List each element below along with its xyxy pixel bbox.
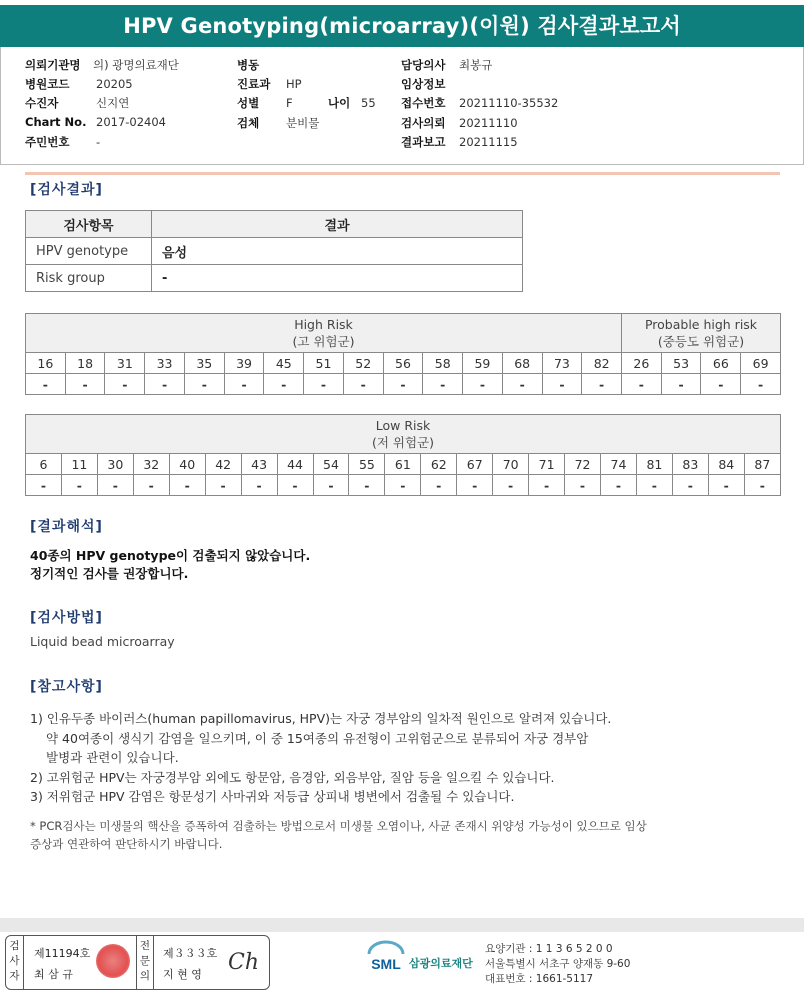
genotype-cell: 67 — [457, 454, 493, 475]
header-row — [25, 95, 129, 111]
genotype-cell: 51 — [304, 353, 344, 374]
note-line: 3) 저위험군 HPV 감염은 항문성기 사마귀와 저등급 상피내 병변에서 검출될 수 있습니다. — [30, 789, 515, 804]
header-value: 20205 — [96, 77, 133, 91]
high-risk-label: High Risk — [294, 317, 353, 332]
high-risk-genotype-table — [25, 313, 781, 395]
genotype-result-cell: - — [224, 374, 264, 395]
genotype-cell: 81 — [636, 454, 672, 475]
genotype-result-cell: - — [383, 374, 423, 395]
genotype-cell: 45 — [264, 353, 304, 374]
age-value: 55 — [361, 96, 376, 110]
genotype-cell: 70 — [493, 454, 529, 475]
genotype-result-cell: - — [26, 374, 66, 395]
examiner-label: 검사자 — [6, 936, 24, 989]
footnote-line: 증상과 연관하여 판단하시기 바랍니다. — [30, 837, 223, 851]
high-risk-group — [26, 314, 622, 353]
table-header-row — [26, 211, 523, 238]
probable-risk-group — [622, 314, 781, 353]
genotype-cell: 87 — [744, 454, 780, 475]
header-value: 20211110-35532 — [459, 96, 559, 110]
signature-box — [5, 935, 270, 990]
header-label: 주민번호 — [25, 135, 70, 149]
foundation-contact — [485, 942, 630, 987]
interpretation-line: 40종의 HPV genotype이 검출되지 않았습니다. — [30, 548, 311, 563]
header-row — [401, 115, 518, 131]
genotype-result-cell: - — [97, 475, 133, 496]
genotype-cell: 61 — [385, 454, 421, 475]
header-row — [25, 115, 166, 129]
genotype-cell: 71 — [529, 454, 565, 475]
genotype-result-cell: - — [343, 374, 383, 395]
genotype-result-cell: - — [529, 475, 565, 496]
header-row — [237, 57, 286, 73]
header-value: - — [96, 135, 101, 149]
genotype-result-cell: - — [26, 475, 62, 496]
header-label: 검체 — [237, 116, 260, 130]
header-row — [401, 134, 518, 150]
table-row — [26, 265, 523, 292]
genotype-cell: 6 — [26, 454, 62, 475]
genotype-cell: 30 — [97, 454, 133, 475]
genotype-cell: 56 — [383, 353, 423, 374]
low-risk-group — [26, 415, 781, 454]
genotype-cell: 18 — [65, 353, 105, 374]
genotype-result-cell: - — [105, 374, 145, 395]
genotype-result-cell: - — [622, 374, 662, 395]
interpretation-section-title: [결과해석] — [30, 519, 103, 535]
group-header-row — [26, 415, 781, 454]
genotype-result-cell: - — [582, 374, 622, 395]
genotype-cell: 32 — [133, 454, 169, 475]
header-label: Chart No. — [25, 115, 87, 129]
genotype-result-cell: - — [145, 374, 185, 395]
header-label: 임상정보 — [401, 77, 446, 91]
genotype-result-cell: - — [542, 374, 582, 395]
header-label: 성별 — [237, 96, 260, 110]
result-item: HPV genotype — [26, 238, 152, 265]
genotype-cell: 66 — [701, 353, 741, 374]
note-line: 약 40여종이 생식기 감염을 일으키며, 이 중 15여종의 유전형이 고위험군으로 분류되어 자궁 경부암 — [46, 730, 589, 746]
low-risk-genotype-table — [25, 414, 781, 496]
genotype-result-cell: - — [672, 475, 708, 496]
header-row — [237, 95, 376, 111]
header-label: 진료과 — [237, 77, 271, 91]
genotype-cell: 31 — [105, 353, 145, 374]
genotype-cell: 84 — [708, 454, 744, 475]
genotype-result-cell: - — [304, 374, 344, 395]
genotype-result-cell: - — [565, 475, 601, 496]
header-row — [237, 115, 319, 131]
genotype-cell: 35 — [184, 353, 224, 374]
probable-risk-label: Probable high risk — [644, 317, 758, 332]
examiner-name: 최 삼 규 — [34, 968, 73, 981]
genotype-cell: 39 — [224, 353, 264, 374]
header-value: 20211115 — [459, 135, 518, 149]
specialist-license: 제３３３호 — [163, 947, 218, 960]
genotype-result-cell: - — [636, 475, 672, 496]
genotype-cell: 55 — [349, 454, 385, 475]
examiner-license: 제11194호 — [34, 947, 91, 960]
result-value: - — [152, 265, 523, 292]
genotype-result-cell: - — [421, 475, 457, 496]
header-label: 병원코드 — [25, 77, 70, 91]
header-label: 수진자 — [25, 96, 59, 110]
genotype-result-cell: - — [133, 475, 169, 496]
genotype-result-row — [26, 475, 781, 496]
header-row — [25, 134, 100, 150]
contact-line: 대표번호 : 1661-5117 — [485, 973, 594, 985]
header-label: 의뢰기관명 — [25, 58, 81, 72]
contact-line: 요양기관 : 1 1 3 6 5 2 0 0 — [485, 943, 613, 955]
header-value: 분비물 — [286, 116, 320, 130]
genotype-result-cell: - — [457, 475, 493, 496]
header-row — [401, 95, 558, 111]
genotype-cell: 52 — [343, 353, 383, 374]
age-label: 나이 — [328, 96, 351, 110]
probable-risk-sublabel: (중등도 위험군) — [657, 334, 745, 349]
genotype-result-row — [26, 374, 781, 395]
genotype-result-cell: - — [277, 475, 313, 496]
note-line: 1) 인유두종 바이러스(human papillomavirus, HPV)는 자궁 경부암의 일차적 원인으로 알려져 있습니다. — [30, 711, 612, 726]
genotype-cell: 69 — [741, 353, 781, 374]
genotype-result-cell: - — [423, 374, 463, 395]
genotype-result-cell: - — [601, 475, 637, 496]
genotype-cell: 73 — [542, 353, 582, 374]
header-row — [237, 76, 302, 92]
genotype-result-cell: - — [184, 374, 224, 395]
interpretation-text — [30, 547, 310, 583]
genotype-result-cell: - — [169, 475, 205, 496]
genotype-result-cell: - — [708, 475, 744, 496]
genotype-row — [26, 454, 781, 475]
result-summary-table — [25, 210, 523, 292]
method-text: Liquid bead microarray — [30, 634, 175, 649]
specialist-label: 전문의 — [136, 936, 154, 989]
genotype-cell: 62 — [421, 454, 457, 475]
genotype-cell: 54 — [313, 454, 349, 475]
genotype-cell: 53 — [661, 353, 701, 374]
header-row — [25, 57, 179, 73]
footer-band — [0, 918, 804, 932]
header-label: 담당의사 — [401, 58, 446, 72]
header-row — [401, 57, 492, 73]
patient-info-header — [0, 47, 804, 165]
genotype-result-cell: - — [205, 475, 241, 496]
genotype-cell: 72 — [565, 454, 601, 475]
genotype-result-cell: - — [744, 475, 780, 496]
interpretation-line: 정기적인 검사를 권장합니다. — [30, 566, 189, 581]
genotype-result-cell: - — [264, 374, 304, 395]
col-header-result: 결과 — [152, 211, 523, 238]
genotype-result-cell: - — [61, 475, 97, 496]
genotype-cell: 82 — [582, 353, 622, 374]
reference-notes — [30, 709, 611, 807]
genotype-cell: 40 — [169, 454, 205, 475]
genotype-cell: 43 — [241, 454, 277, 475]
low-risk-label: Low Risk — [375, 418, 431, 433]
header-label: 접수번호 — [401, 96, 446, 110]
foundation-name: 삼광의료재단 — [409, 957, 473, 970]
high-risk-sublabel: (고 위험군) — [292, 334, 355, 349]
genotype-cell: 74 — [601, 454, 637, 475]
result-item: Risk group — [26, 265, 152, 292]
genotype-result-cell: - — [313, 475, 349, 496]
genotype-cell: 42 — [205, 454, 241, 475]
header-value: F — [286, 96, 293, 110]
genotype-result-cell: - — [241, 475, 277, 496]
header-value: 신지연 — [96, 96, 130, 110]
header-value: 최봉규 — [459, 58, 493, 72]
genotype-cell: 16 — [26, 353, 66, 374]
result-section-title: [검사결과] — [30, 182, 103, 198]
genotype-cell: 68 — [502, 353, 542, 374]
genotype-cell: 44 — [277, 454, 313, 475]
header-value: 20211110 — [459, 116, 518, 130]
genotype-result-cell: - — [463, 374, 503, 395]
sml-logo-icon — [366, 940, 406, 974]
genotype-cell: 59 — [463, 353, 503, 374]
genotype-result-cell: - — [65, 374, 105, 395]
logo-short: SML — [371, 956, 401, 972]
header-row — [401, 76, 459, 92]
col-header-item: 검사항목 — [26, 211, 152, 238]
footnote-line: * PCR검사는 미생물의 핵산을 증폭하여 검출하는 방법으로서 미생물 오염이나, 사균 존재시 위양성 가능성이 있으므로 임상 — [30, 819, 647, 833]
signature-mark: Ch — [228, 950, 260, 975]
genotype-result-cell: - — [701, 374, 741, 395]
header-value: 의) 광명의료재단 — [93, 58, 179, 72]
method-section-title: [검사방법] — [30, 610, 103, 626]
header-label: 검사의뢰 — [401, 116, 446, 130]
genotype-cell: 11 — [61, 454, 97, 475]
group-header-row — [26, 314, 781, 353]
report-title: HPV Genotyping(microarray)(이원) 검사결과보고서 — [0, 5, 804, 47]
section-divider — [25, 172, 780, 175]
genotype-result-cell: - — [741, 374, 781, 395]
header-label: 병동 — [237, 58, 260, 72]
pcr-footnote — [30, 817, 647, 853]
result-value: 음성 — [152, 238, 523, 265]
header-value: HP — [286, 77, 302, 91]
note-line: 발병과 관련이 있습니다. — [46, 750, 179, 765]
genotype-result-cell: - — [349, 475, 385, 496]
header-row — [25, 76, 133, 92]
genotype-result-cell: - — [502, 374, 542, 395]
specialist-name: 지 현 영 — [163, 968, 202, 981]
genotype-row — [26, 353, 781, 374]
header-value: 2017-02404 — [96, 115, 166, 129]
seal-stamp-icon — [96, 944, 130, 978]
genotype-cell: 83 — [672, 454, 708, 475]
genotype-result-cell: - — [661, 374, 701, 395]
genotype-result-cell: - — [493, 475, 529, 496]
note-line: 2) 고위험군 HPV는 자궁경부암 외에도 항문암, 음경암, 외음부암, 질암 등을 일으킬 수 있습니다. — [30, 769, 555, 785]
genotype-result-cell: - — [385, 475, 421, 496]
header-label: 결과보고 — [401, 135, 446, 149]
reference-section-title: [참고사항] — [30, 679, 103, 695]
low-risk-sublabel: (저 위험군) — [371, 435, 435, 450]
contact-line: 서울특별시 서초구 양재동 9-60 — [485, 958, 631, 970]
genotype-cell: 26 — [622, 353, 662, 374]
table-row — [26, 238, 523, 265]
genotype-cell: 58 — [423, 353, 463, 374]
genotype-cell: 33 — [145, 353, 185, 374]
